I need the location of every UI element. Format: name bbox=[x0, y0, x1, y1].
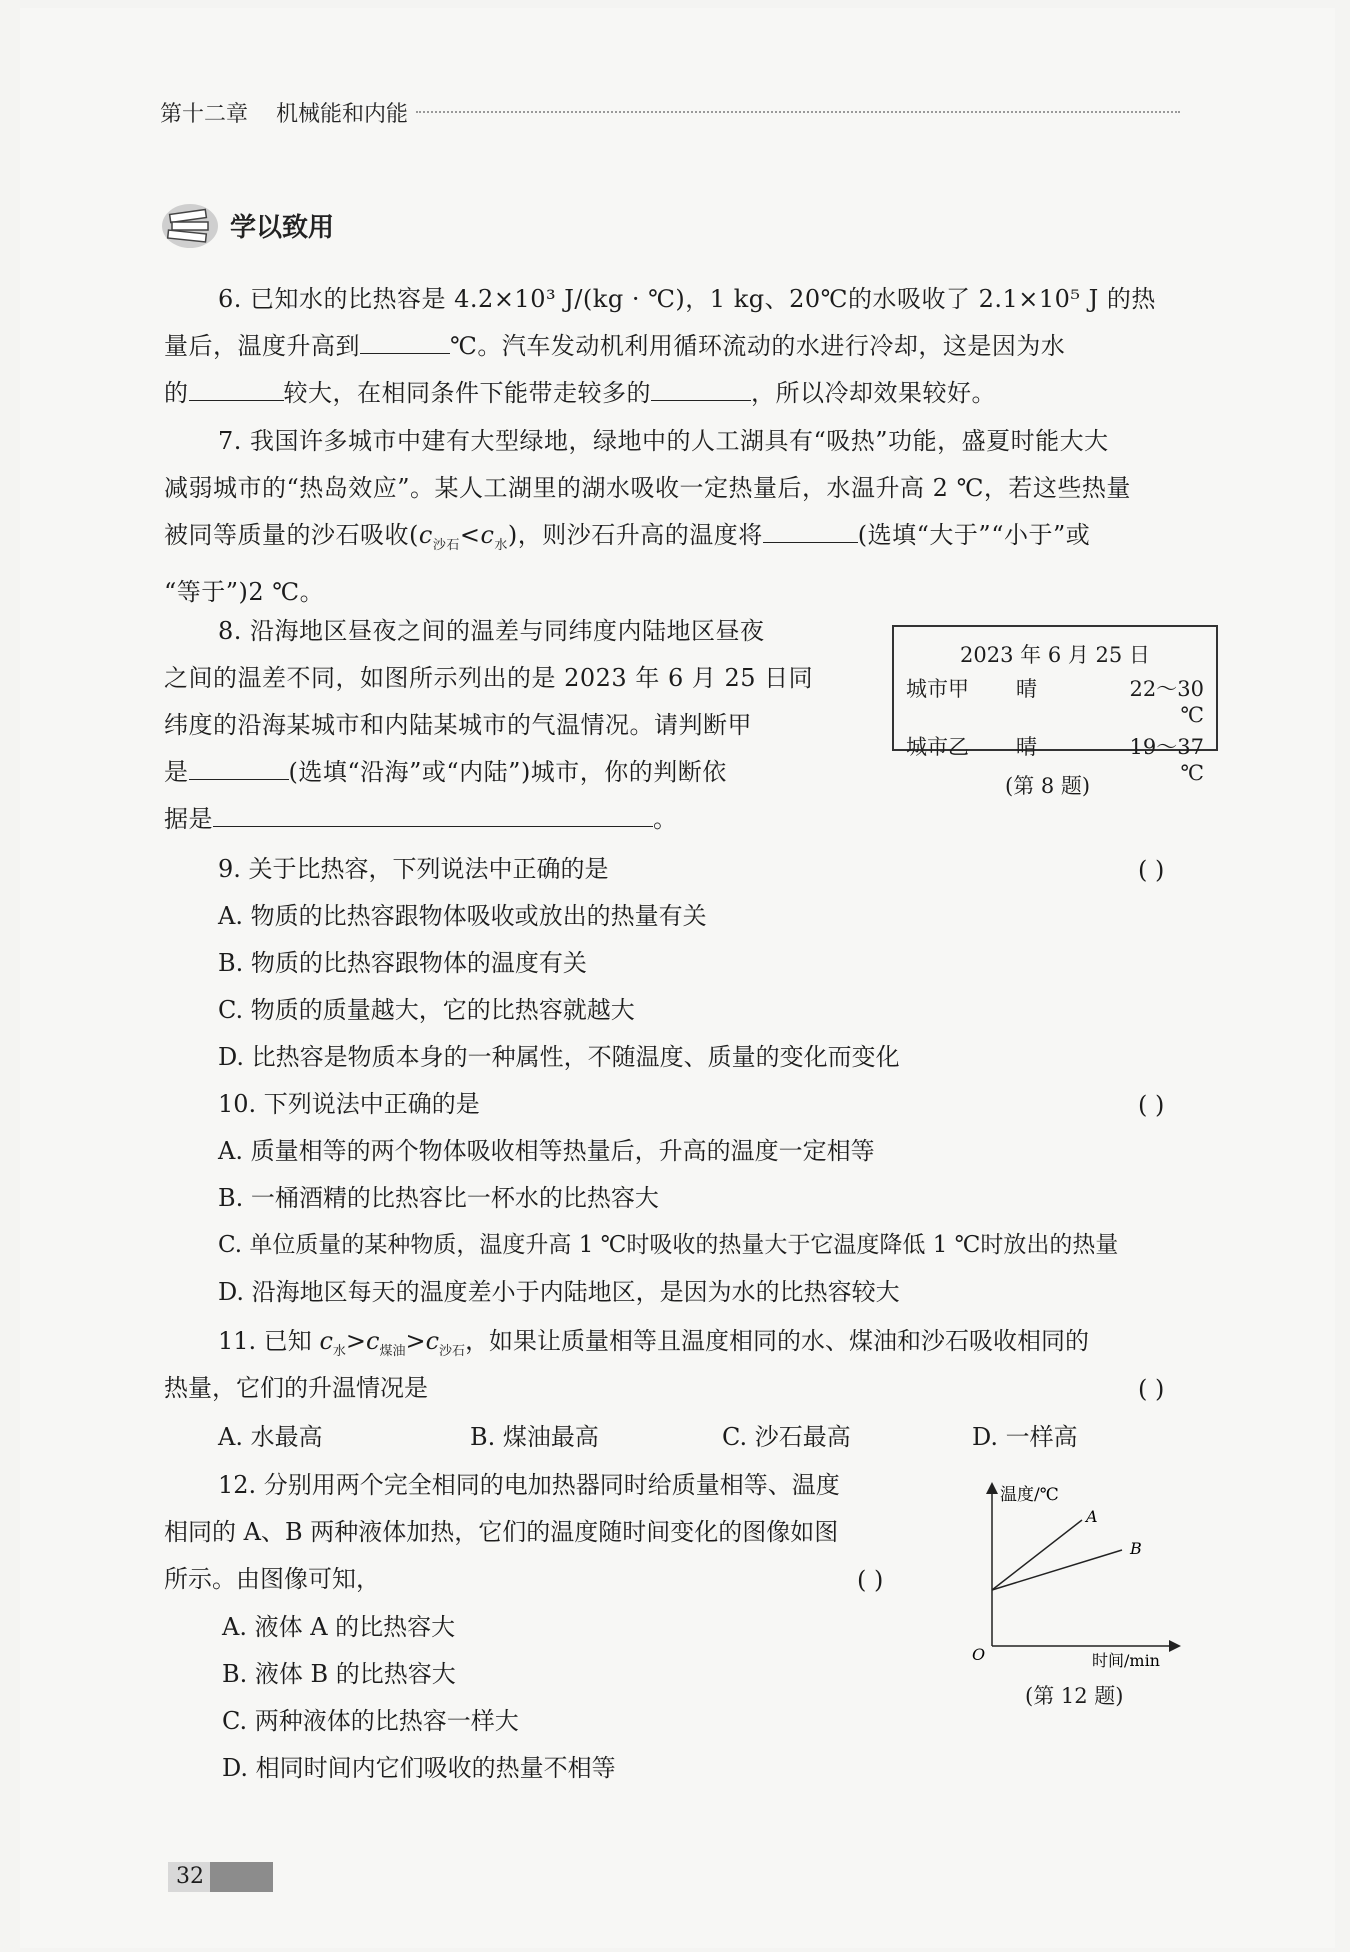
q11-option-d[interactable]: D. 一样高 bbox=[972, 1423, 1078, 1451]
q10-option-a[interactable]: A. 质量相等的两个物体吸收相等热量后，升高的温度一定相等 bbox=[218, 1137, 875, 1165]
answer-blank[interactable] bbox=[651, 370, 751, 401]
q8-text: 。 bbox=[653, 805, 678, 833]
temperature-range: 22～30 ℃ bbox=[1129, 677, 1204, 727]
q8-line-2: 之间的温差不同，如图所示列出的是 2023 年 6 月 25 日同 bbox=[164, 664, 814, 692]
q12-option-a[interactable]: A. 液体 A 的比热容大 bbox=[222, 1613, 456, 1641]
q9-option-d[interactable]: D. 比热容是物质本身的一种属性，不随温度、质量的变化而变化 bbox=[218, 1043, 900, 1071]
line-a bbox=[992, 1520, 1082, 1590]
answer-blank[interactable] bbox=[189, 370, 284, 401]
page-number: 32 bbox=[168, 1862, 273, 1892]
q9-option-b[interactable]: B. 物质的比热容跟物体的温度有关 bbox=[218, 949, 587, 977]
q8-line-1: 8. 沿海地区昼夜之间的温差与同纬度内陆地区昼夜 bbox=[218, 617, 765, 645]
q8-line-4 bbox=[164, 749, 813, 796]
q8-line-3: 纬度的沿海某城市和内陆某城市的气温情况。请判断甲 bbox=[164, 711, 752, 739]
x-axis-label: 时间/min bbox=[1092, 1651, 1160, 1668]
question-7 bbox=[218, 418, 1109, 465]
q6-text: ，所以冷却效果较好。 bbox=[751, 379, 996, 407]
q11-subscript: 水 bbox=[332, 1343, 346, 1359]
origin-label: O bbox=[972, 1645, 986, 1664]
q11-option-a[interactable]: A. 水最高 bbox=[218, 1423, 323, 1451]
q8-text: 是 bbox=[164, 758, 189, 786]
q10-stem: 10. 下列说法中正确的是 bbox=[218, 1090, 480, 1118]
question-6 bbox=[218, 276, 1156, 323]
answer-paren[interactable]: ( ) bbox=[1138, 856, 1165, 884]
q7-line-3 bbox=[164, 512, 1131, 569]
q12-line-3: 所示。由图像可知， bbox=[164, 1565, 380, 1593]
q6-text: ℃。汽车发动机利用循环流动的水进行冷却，这是因为水 bbox=[450, 332, 1066, 360]
section-heading bbox=[160, 198, 334, 252]
books-icon bbox=[160, 200, 220, 250]
temperature-time-graph bbox=[970, 1478, 1185, 1668]
weather-condition: 晴 bbox=[1016, 735, 1037, 759]
figure-caption-12: (第 12 题) bbox=[1025, 1684, 1124, 1708]
q7-line-4: “等于”)2 ℃。 bbox=[164, 577, 325, 606]
q12-option-d[interactable]: D. 相同时间内它们吸收的热量不相等 bbox=[222, 1754, 616, 1782]
answer-blank[interactable] bbox=[360, 323, 450, 354]
q7-symbol: c bbox=[480, 521, 495, 549]
city-name: 城市乙 bbox=[906, 735, 969, 759]
line-b-label: B bbox=[1130, 1539, 1142, 1558]
question-7-cont bbox=[164, 465, 1131, 616]
q11-text: > bbox=[345, 1327, 367, 1355]
q9-option-c[interactable]: C. 物质的质量越大，它的比热容就越大 bbox=[218, 996, 635, 1024]
q11-symbol: c bbox=[319, 1327, 333, 1355]
q10-option-b[interactable]: B. 一桶酒精的比热容比一杯水的比热容大 bbox=[218, 1184, 659, 1212]
q11-subscript: 煤油 bbox=[379, 1343, 406, 1359]
answer-paren[interactable]: ( ) bbox=[1138, 1375, 1165, 1403]
q11-option-b[interactable]: B. 煤油最高 bbox=[470, 1423, 599, 1451]
chapter-title: 机械能和内能 bbox=[276, 101, 409, 127]
q6-line-3 bbox=[164, 370, 1065, 417]
line-a-label: A bbox=[1086, 1507, 1098, 1526]
weather-row bbox=[894, 673, 1216, 727]
q11-line-2: 热量，它们的升温情况是 bbox=[164, 1374, 428, 1402]
weather-table bbox=[892, 625, 1218, 785]
q11-text: > bbox=[405, 1327, 426, 1355]
answer-paren[interactable]: ( ) bbox=[1138, 1091, 1165, 1119]
weather-date: 2023 年 6 月 25 日 bbox=[960, 643, 1150, 667]
q10-option-c[interactable]: C. 单位质量的某种物质，温度升高 1 ℃时吸收的热量大于它温度降低 1 ℃时放出的热量 bbox=[218, 1232, 1119, 1258]
q6-line-1: 6. 已知水的比热容是 4.2×10³ J/(kg · ℃)，1 kg、20℃的水吸收了 2.1×10⁵ J 的热 bbox=[218, 285, 1156, 313]
q10-option-d[interactable]: D. 沿海地区每天的温度差小于内陆地区，是因为水的比热容较大 bbox=[218, 1278, 900, 1306]
question-6-cont bbox=[164, 323, 1065, 417]
line-b bbox=[992, 1550, 1122, 1590]
q6-line-2 bbox=[164, 323, 1065, 370]
q6-text: 较大，在相同条件下能带走较多的 bbox=[283, 379, 651, 407]
weather-condition: 晴 bbox=[1016, 677, 1037, 701]
q7-text: 被同等质量的沙石吸收( bbox=[164, 521, 419, 549]
temperature-range: 19～37 ℃ bbox=[1129, 735, 1204, 785]
q12-option-b[interactable]: B. 液体 B 的比热容大 bbox=[222, 1660, 456, 1688]
q7-text: < bbox=[459, 521, 481, 549]
q9-stem: 9. 关于比热容，下列说法中正确的是 bbox=[218, 855, 609, 883]
q12-line-1: 12. 分别用两个完全相同的电加热器同时给质量相等、温度 bbox=[218, 1471, 840, 1499]
q9-option-a[interactable]: A. 物质的比热容跟物体吸收或放出的热量有关 bbox=[218, 902, 707, 930]
q7-subscript: 水 bbox=[494, 537, 508, 553]
q11-symbol: c bbox=[425, 1327, 440, 1355]
q11-text: 11. 已知 bbox=[218, 1327, 320, 1355]
q6-text: 的 bbox=[164, 379, 189, 407]
q7-line-1: 7. 我国许多城市中建有大型绿地，绿地中的人工湖具有“吸热”功能，盛夏时能大大 bbox=[218, 427, 1109, 455]
q12-option-c[interactable]: C. 两种液体的比热容一样大 bbox=[222, 1707, 519, 1735]
q7-subscript: 沙石 bbox=[432, 537, 460, 553]
q8-line-5 bbox=[164, 796, 813, 843]
q7-text: )，则沙石升高的温度将 bbox=[507, 521, 763, 549]
city-name: 城市甲 bbox=[906, 677, 969, 701]
chapter-label: 第十二章 bbox=[160, 101, 249, 127]
header-dotted-rule bbox=[416, 111, 1180, 113]
y-axis-label: 温度/℃ bbox=[1000, 1485, 1059, 1505]
running-header bbox=[160, 92, 1180, 132]
q8-text: 据是 bbox=[164, 805, 213, 833]
q11-text: ，如果让质量相等且温度相同的水、煤油和沙石吸收相同的 bbox=[465, 1327, 1090, 1355]
question-8-cont bbox=[164, 655, 813, 843]
q8-text: (选填“沿海”或“内陆”)城市，你的判断依 bbox=[288, 758, 727, 786]
q11-symbol: c bbox=[366, 1327, 380, 1355]
answer-blank[interactable] bbox=[213, 796, 653, 827]
answer-paren[interactable]: ( ) bbox=[857, 1566, 884, 1594]
q12-line-2: 相同的 A、B 两种液体加热，它们的温度随时间变化的图像如图 bbox=[164, 1518, 839, 1546]
q11-subscript: 沙石 bbox=[439, 1343, 466, 1359]
question-8 bbox=[218, 608, 765, 655]
q7-line-2: 减弱城市的“热岛效应”。某人工湖里的湖水吸收一定热量后，水温升高 2 ℃，若这些热量 bbox=[164, 474, 1131, 502]
section-title: 学以致用 bbox=[230, 212, 335, 243]
figure-caption-8: (第 8 题) bbox=[1005, 774, 1091, 798]
q6-text: 量后，温度升高到 bbox=[164, 332, 360, 360]
q7-symbol: c bbox=[418, 521, 433, 549]
q11-option-c[interactable]: C. 沙石最高 bbox=[722, 1423, 851, 1451]
answer-blank[interactable] bbox=[189, 749, 289, 780]
answer-blank[interactable] bbox=[763, 512, 858, 543]
q7-text: (选填“大于”“小于”或 bbox=[857, 521, 1091, 549]
